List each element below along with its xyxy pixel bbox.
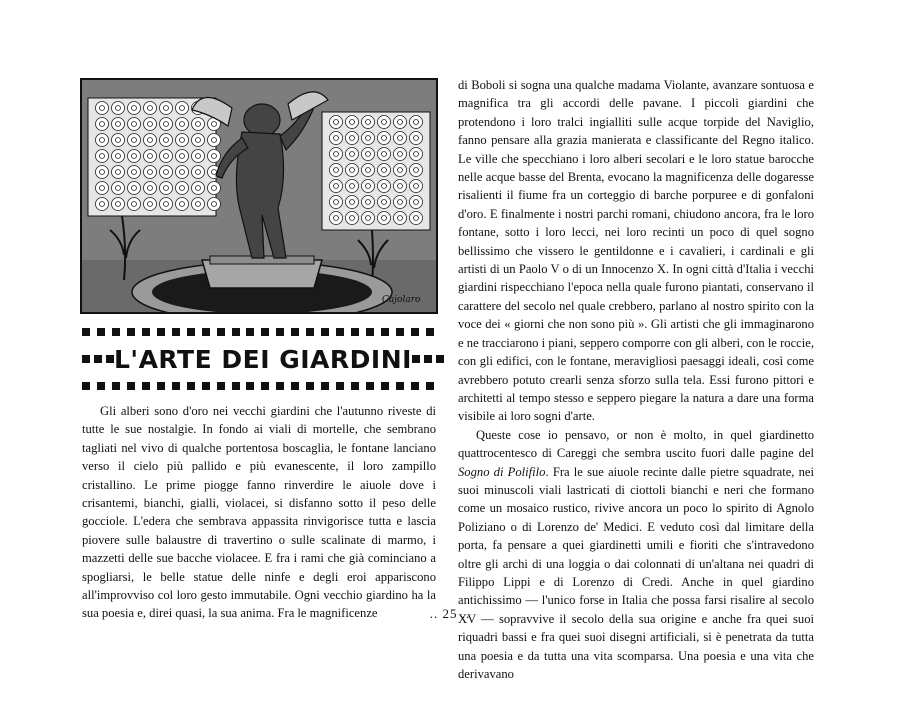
rose-center (196, 122, 201, 127)
ornament-square (187, 328, 195, 336)
rose-center (148, 154, 153, 159)
rose-center (334, 120, 339, 125)
ornament-square (97, 328, 105, 336)
rose-center (180, 170, 185, 175)
rose-center (382, 200, 387, 205)
rose-center (382, 168, 387, 173)
ornament-square (411, 328, 419, 336)
ornament-square (157, 328, 165, 336)
rose-center (366, 216, 371, 221)
rose-center (334, 200, 339, 205)
ornament-square (321, 382, 329, 390)
rose-center (212, 138, 217, 143)
rose-center (116, 202, 121, 207)
ornament-square (246, 328, 254, 336)
ornament-square (217, 382, 225, 390)
rose-center (350, 184, 355, 189)
ornament-row-bottom (82, 380, 434, 392)
rose-center (334, 168, 339, 173)
rose-center (196, 154, 201, 159)
rose-center (398, 216, 403, 221)
rose-center (180, 138, 185, 143)
rose-center (180, 154, 185, 159)
title-ornament-left (82, 355, 114, 363)
ornament-square (127, 328, 135, 336)
ornament-square (112, 328, 120, 336)
ornament-square (426, 328, 434, 336)
rose-center (180, 122, 185, 127)
ornament-square (381, 382, 389, 390)
chapter-title: L'ARTE DEI GIARDINI (114, 344, 412, 374)
ornament-row-top (82, 326, 434, 338)
rose-center (100, 154, 105, 159)
rose-center (164, 202, 169, 207)
rose-center (382, 216, 387, 221)
rose-center (164, 170, 169, 175)
rose-center (100, 170, 105, 175)
rose-center (132, 106, 137, 111)
book-title-italic: Sogno di Polifilo (458, 464, 546, 479)
ornament-square (306, 328, 314, 336)
rose-center (148, 138, 153, 143)
rose-center (180, 186, 185, 191)
ornament-square (276, 382, 284, 390)
ornament-square (127, 382, 135, 390)
rose-center (382, 184, 387, 189)
ornament-square (202, 382, 210, 390)
rose-center (398, 168, 403, 173)
rose-center (164, 138, 169, 143)
rose-center (132, 122, 137, 127)
ornament-square (321, 328, 329, 336)
rose-center (382, 152, 387, 157)
rose-center (212, 170, 217, 175)
left-rose-hedge (88, 98, 221, 216)
garden-illustration (80, 78, 438, 314)
ornament-square (276, 328, 284, 336)
rose-center (382, 136, 387, 141)
rose-center (116, 170, 121, 175)
rose-center (334, 136, 339, 141)
rose-center (414, 120, 419, 125)
ornament-square (336, 382, 344, 390)
ornament-square (396, 328, 404, 336)
title-band (82, 343, 434, 375)
ornament-square (246, 382, 254, 390)
ornament-square (291, 382, 299, 390)
rose-center (180, 202, 185, 207)
right-text-column (458, 76, 814, 683)
ornament-square (187, 382, 195, 390)
rose-center (398, 200, 403, 205)
ornament-square (381, 328, 389, 336)
rose-center (148, 106, 153, 111)
rose-center (196, 138, 201, 143)
left-text-column (82, 402, 436, 623)
rose-center (148, 186, 153, 191)
rose-center (414, 168, 419, 173)
right-paragraph-2 (458, 426, 814, 684)
ornament-square (411, 382, 419, 390)
rose-center (334, 216, 339, 221)
rose-center (350, 168, 355, 173)
rose-center (180, 106, 185, 111)
rose-center (100, 138, 105, 143)
ornament-square (336, 328, 344, 336)
right-rose-hedge (322, 112, 430, 230)
rose-center (132, 186, 137, 191)
ornament-square (172, 382, 180, 390)
rose-center (132, 170, 137, 175)
ornament-square (261, 328, 269, 336)
rose-center (414, 216, 419, 221)
rose-center (132, 202, 137, 207)
rose-center (196, 170, 201, 175)
rose-center (366, 200, 371, 205)
ornament-square (306, 382, 314, 390)
rose-center (350, 136, 355, 141)
rose-center (366, 168, 371, 173)
ornament-square (351, 382, 359, 390)
ornament-square (97, 382, 105, 390)
rose-center (350, 120, 355, 125)
rose-center (334, 152, 339, 157)
rose-center (212, 122, 217, 127)
ornament-square (351, 328, 359, 336)
ornament-square (396, 382, 404, 390)
rose-center (398, 152, 403, 157)
rose-center (164, 122, 169, 127)
rose-center (350, 152, 355, 157)
ornament-square (426, 382, 434, 390)
rose-center (116, 154, 121, 159)
rose-center (334, 184, 339, 189)
rose-center (212, 186, 217, 191)
rose-center (196, 202, 201, 207)
rose-center (100, 202, 105, 207)
ornament-square (261, 382, 269, 390)
rose-center (366, 184, 371, 189)
rose-center (100, 186, 105, 191)
artist-signature: Cajolaro (382, 295, 421, 305)
rose-center (164, 154, 169, 159)
rose-center (148, 202, 153, 207)
page-number: .. 25 .. (429, 606, 471, 621)
rose-center (100, 122, 105, 127)
rose-center (148, 122, 153, 127)
rose-center (414, 200, 419, 205)
ornament-square (217, 328, 225, 336)
ornament-square (82, 328, 90, 336)
ornament-square (366, 382, 374, 390)
rose-center (100, 106, 105, 111)
rose-center (398, 136, 403, 141)
rose-center (132, 154, 137, 159)
putto-fountain-illustration (82, 80, 436, 312)
ornament-square (202, 328, 210, 336)
ornament-square (112, 382, 120, 390)
ornament-square (291, 328, 299, 336)
title-ornament-right (412, 355, 444, 363)
right-paragraph-2-start: Queste cose io pensavo, or non è molto, in quel giardinetto quattrocentesco di Careggi che sembra uscito fuori dalle pagine del (458, 427, 814, 461)
rose-center (350, 200, 355, 205)
rose-center (196, 186, 201, 191)
ornament-square (172, 328, 180, 336)
ornament-square (366, 328, 374, 336)
rose-center (398, 184, 403, 189)
ornament-square (82, 382, 90, 390)
rose-center (366, 120, 371, 125)
rose-center (212, 154, 217, 159)
rose-center (212, 202, 217, 207)
left-paragraph: Gli alberi sono d'oro nei vecchi giardini che l'autunno riveste di tutte le sue nostalgie. In fondo ai viali di mortelle, che sembrano tagliati nel vivo di qualche portentosa boscaglia, le fontane lanciano verso il cielo più pallido e più evanescente, il loro zampillo cristallino. Le prime piogge fanno rinverdire le aiuole dove i crisantemi, bianchi, gialli, violacei, si disfanno sotto il peso delle gocciole. L'edera che sembrava appassita rinvigorisce tutta e lascia piovere sulle balaustre di travertino o sulle scalinate di marmo, i mazzetti delle sue bacche violacee. E fra i rami che già cominciano a spogliarsi, le belle statue delle ninfe e degli eroi appariscono all'improvviso col loro gesto immutabile. Ogni vecchio giardino ha la sua poesia e, direi quasi, la sua anima. Fra le magnificenze (82, 404, 436, 621)
rose-center (164, 106, 169, 111)
ornament-square (142, 328, 150, 336)
rose-center (116, 122, 121, 127)
ornament-square (157, 382, 165, 390)
rose-center (132, 138, 137, 143)
rose-center (116, 106, 121, 111)
rose-center (414, 136, 419, 141)
ornament-square (232, 382, 240, 390)
rose-center (414, 184, 419, 189)
rose-center (382, 120, 387, 125)
rose-center (366, 136, 371, 141)
rose-center (414, 152, 419, 157)
rose-center (164, 186, 169, 191)
rose-center (148, 170, 153, 175)
right-paragraph-2-end: . Fra le sue aiuole recinte dalle pietre squadrate, nei suoi minuscoli viali lastricati di ciottoli bianchi e neri che formano come un mosaico rustico, rivive ancora un poco lo spirito di Agnolo Poliziano o di Lorenzo de' Medici. E veduto così dal limitare della porta, fa pensare a quei giardinetti umili e fioriti che s'intravedono oltre gli archi di una loggia o dai colonnati di un'altana nei quadri di Filippo Lippi e di Lorenzo di Credi. Anche in quel giardino antichissimo — l'unico forse in Italia che possa farsi risalire al secolo XV — sopravvive il secolo della sua origine e anche fra quei suoi riquadri bassi e fra quei suoi disegni artificiali, si è penetrata da tutta una poesia e da tutta una vita scomparsa. Una poesia e una vita che derivavano (458, 464, 815, 681)
rose-center (116, 138, 121, 143)
rose-center (366, 152, 371, 157)
rose-center (116, 186, 121, 191)
rose-center (398, 120, 403, 125)
ornament-square (142, 382, 150, 390)
rose-center (350, 216, 355, 221)
right-paragraph-1: di Boboli si sogna una qualche madama Violante, avanzare sontuosa e magnifica tra gli accordi delle pavane. I piccoli giardini che protendono i loro tralci ingialliti sulle acque torpide del Naviglio, fanno pensare alla grazia manierata e classificante del Regno italico. Le ville che specchiano i loro alberi secolari e le loro statue barocche nelle acque basse del Brenta, evocano la magnificenza delle dogaresse risalienti il fiume fra un corteggio di barche porpuree e di gonfaloni d'oro. E finalmente i nostri parchi romani, chiudono ancora, fra le loro fontane, sotto i loro lecci, nei loro recinti un poco di quel sogno bellissimo che vissero le gentildonne e i cavalieri, i cardinali e gli artisti di un Paolo V o di un Innocenzo X. In ogni città d'Italia i vecchi giardini rispecchiano l'epoca nella quale furono piantati, conservano il carattere del secolo nel quale crebbero, parlano al nostro spirito con la voce dei « giorni che non sono più ». Gli artisti che gli immaginarono e ne tracciarono i piani, seppero comporre con gli alberi, con le roccie, con gli edifici, con le fontane, meravigliosi paesaggi ideali, così come avrebbero potuto crearli senza sforzo sulla tela. Essi furono pittori e architetti al tempo stesso e seppero piegare la natura a dare una forma visibile ai loro sogni d'arte. (458, 78, 814, 424)
ornament-square (232, 328, 240, 336)
